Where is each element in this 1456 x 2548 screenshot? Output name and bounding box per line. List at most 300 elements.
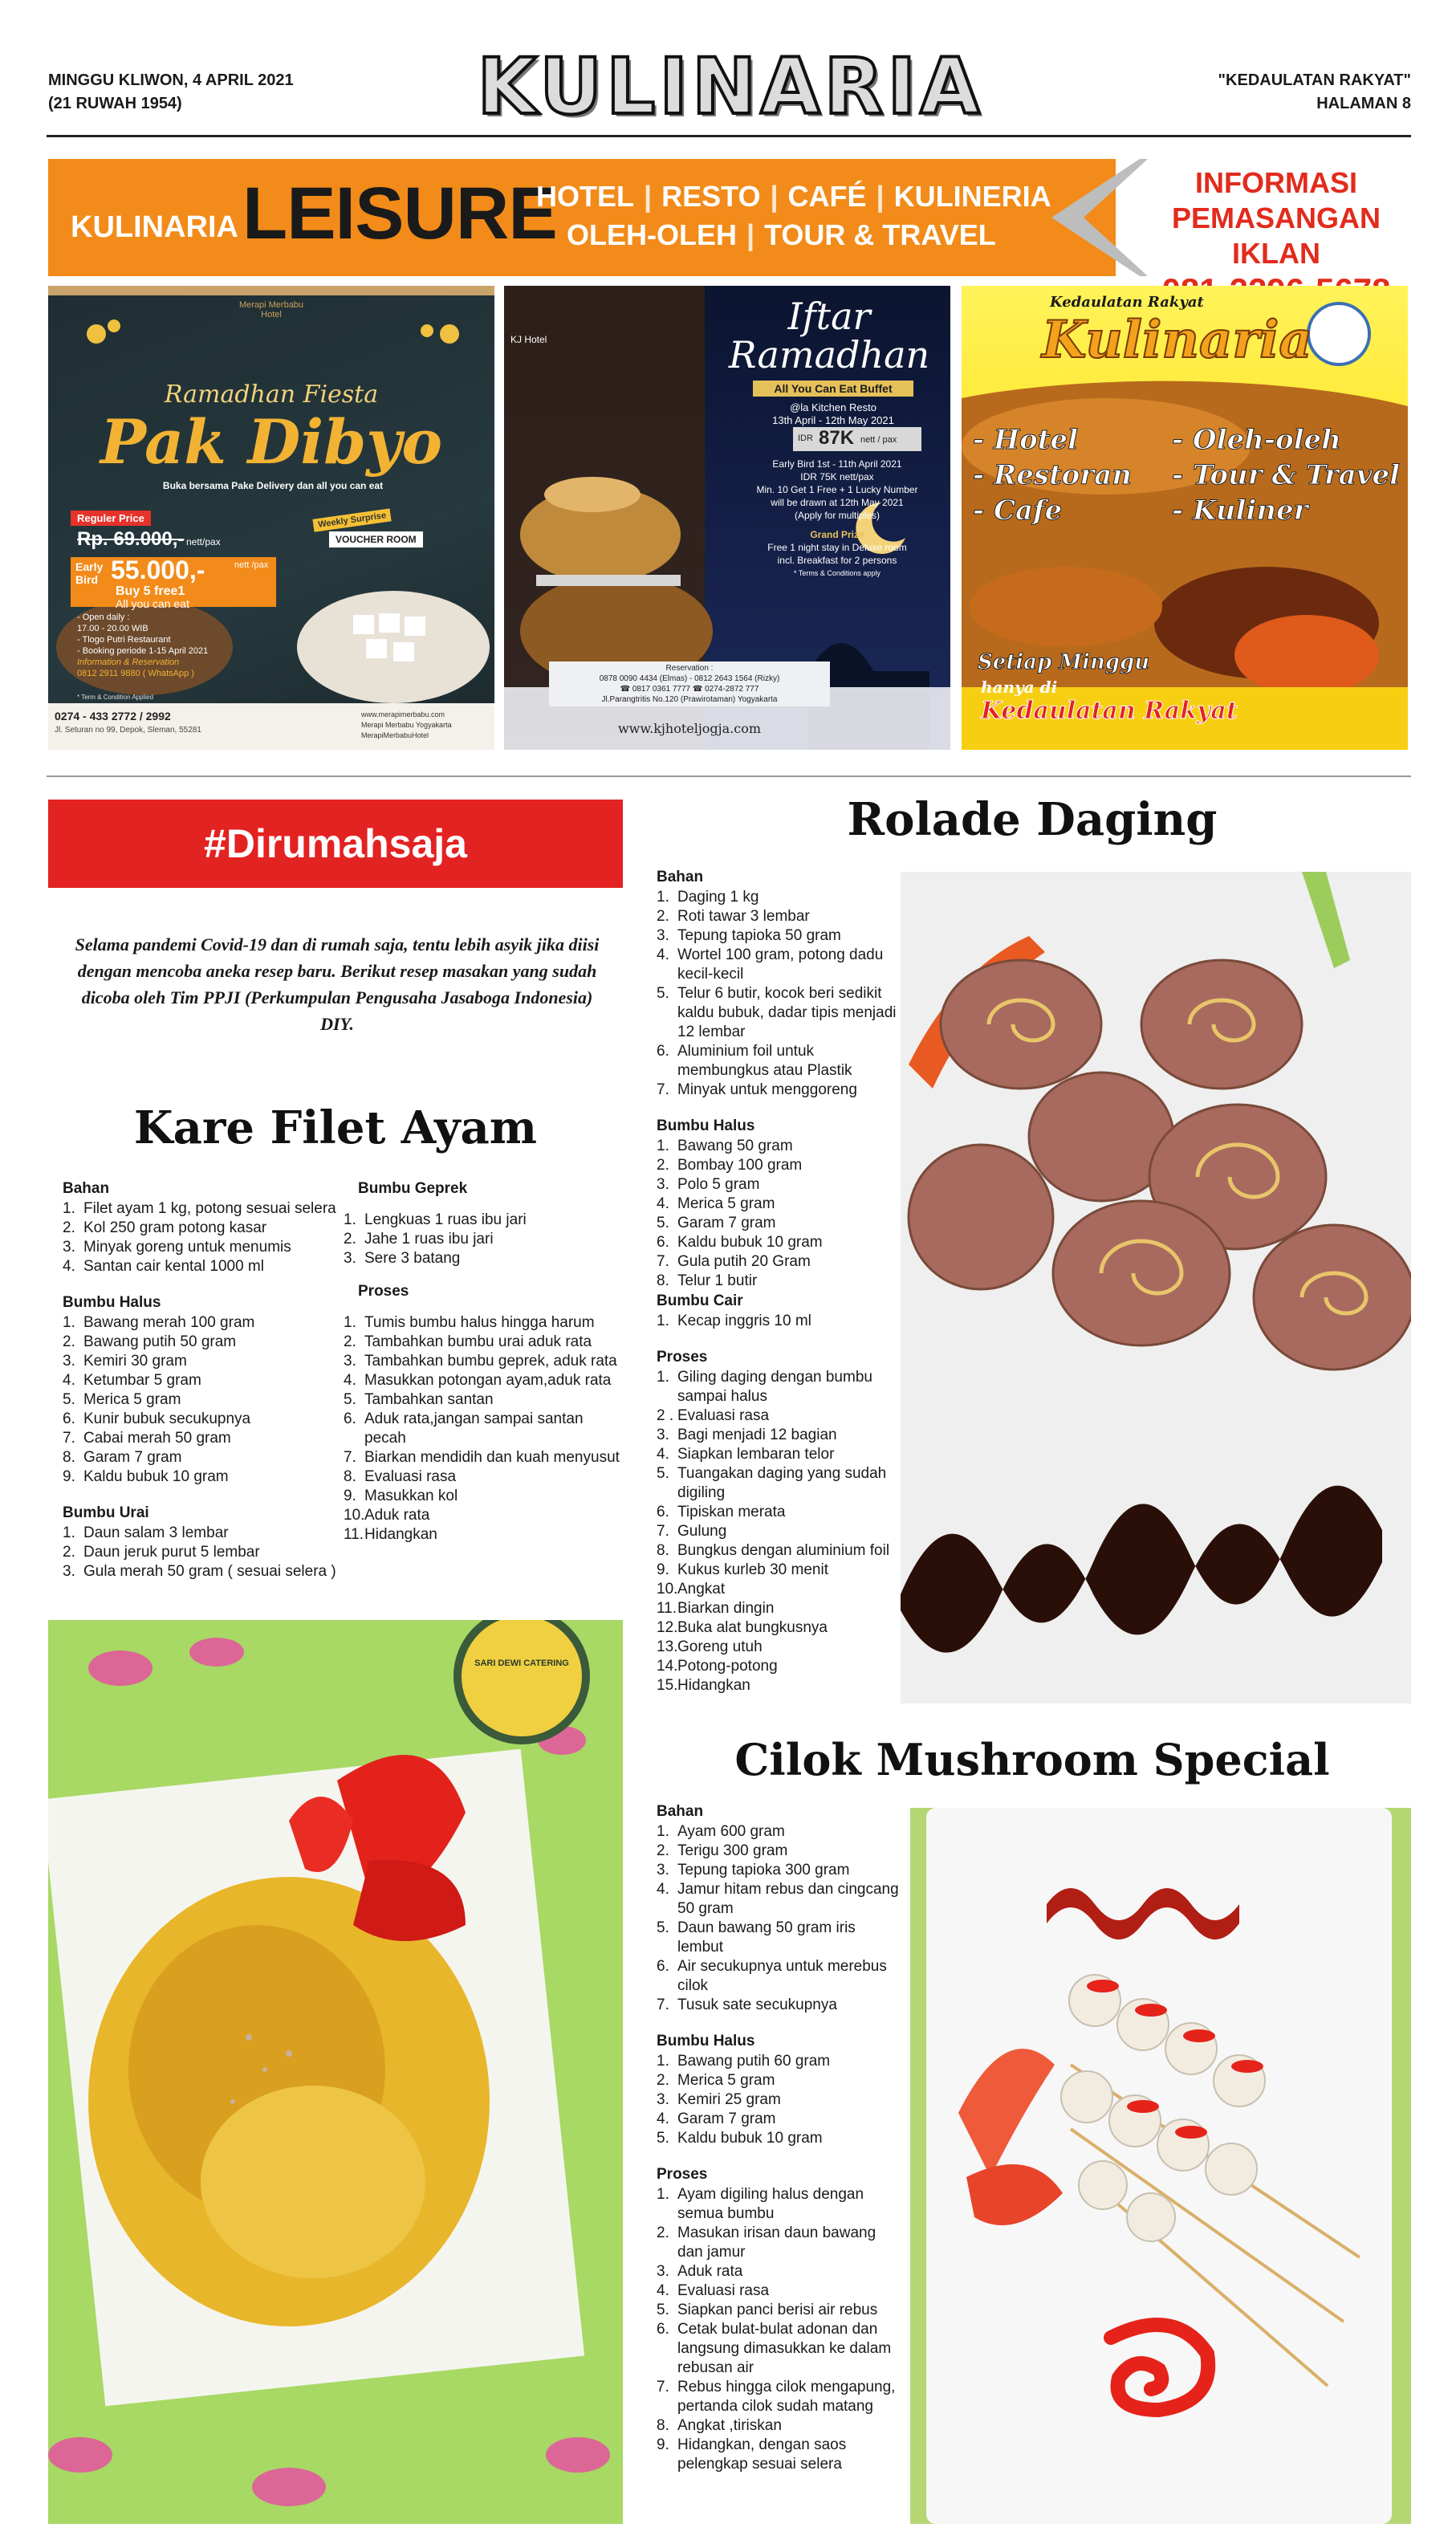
ad1-detail-line: - Open daily :: [77, 613, 130, 622]
ad2-grand-prize1: Free 1 night stay in Deluxe room: [767, 542, 907, 553]
list-item: [657, 2281, 899, 2301]
list-item-number: 2.: [657, 908, 669, 925]
list-item: [657, 1599, 897, 1618]
list-item-number: 3.: [344, 1250, 356, 1267]
kare-proses-heading: Proses: [358, 1283, 409, 1300]
ad1-aycm: All you can eat: [116, 597, 189, 610]
list-item-text: Evaluasi rasa: [364, 1468, 457, 1485]
list-item: [657, 1464, 897, 1503]
ad2-banner: All You Can Eat Buffet: [753, 381, 913, 397]
list-item-number: 7.: [657, 1996, 669, 2013]
edition-date: [48, 69, 294, 116]
list-item-number: 5.: [657, 1919, 669, 1936]
list-item-number: 5.: [657, 1465, 669, 1482]
list-item: [657, 1676, 897, 1695]
list-item-number: 2.: [344, 1333, 356, 1350]
kare-geprek-list: [344, 1211, 624, 1268]
list-item-text: Siapkan panci berisi air rebus: [677, 2302, 878, 2318]
list-item-text: Kemiri 30 gram: [83, 1353, 187, 1370]
list-item-number: 6.: [657, 1234, 669, 1251]
list-item: [657, 1561, 897, 1580]
list-item-number: 3.: [657, 1862, 669, 1878]
list-item-number: 9.: [63, 1468, 75, 1485]
list-item: [657, 1880, 899, 1919]
list-item-text: Daging 1 kg: [677, 889, 759, 906]
list-item: [657, 1272, 897, 1291]
list-item: [657, 1657, 897, 1676]
cilok-bahan-heading: Bahan: [657, 1803, 704, 1820]
ad1-early-price: 55.000,-: [111, 556, 205, 584]
list-item-number: 2.: [344, 1231, 356, 1248]
list-item-text: Merica 5 gram: [677, 1195, 775, 1212]
list-item-text: Kol 250 gram potong kasar: [83, 1219, 267, 1236]
list-item: [657, 2378, 899, 2416]
ad1-instagram: MerapiMerbabuHotel: [361, 731, 429, 739]
list-item-number: 3.: [63, 1239, 75, 1256]
list-item: [344, 1371, 624, 1390]
list-item: [657, 1522, 897, 1541]
list-item: [63, 1333, 344, 1352]
list-item-number: 6.: [657, 1043, 669, 1060]
kare-geprek-heading: Bumbu Geprek: [358, 1180, 468, 1197]
list-item-number: 1.: [657, 2053, 669, 2070]
ad2-early-bird: Early Bird 1st - 11th April 2021: [772, 458, 902, 470]
list-item-number: 5.: [63, 1391, 75, 1408]
list-item-text: Terigu 300 gram: [677, 1842, 788, 1859]
list-item: [63, 1238, 344, 1257]
list-item-number: 7.: [657, 1523, 669, 1540]
list-item-text: Aluminium foil untuk membungkus atau Plastik: [677, 1043, 852, 1079]
list-item-number: 8.: [657, 1542, 669, 1559]
list-item-number: 2.: [657, 1157, 669, 1174]
list-item-number: 3.: [657, 1176, 669, 1193]
list-item: [657, 2416, 899, 2436]
list-item-text: Kaldu bubuk 10 gram: [677, 2130, 823, 2147]
ad1-title: Pak Dibyo: [100, 406, 443, 478]
kare-bahan-heading: Bahan: [63, 1180, 110, 1197]
list-item-text: Hidangkan, dengan saos pelengkap sesuai selera: [677, 2436, 847, 2473]
javanese-date-line: (21 RUWAH 1954): [48, 95, 182, 112]
ad1-weekly-label: Weekly Surprise: [312, 508, 392, 531]
list-item-number: 4.: [657, 1446, 669, 1463]
list-item-number: 2.: [63, 1333, 75, 1350]
list-item-text: Angkat: [677, 1581, 726, 1598]
list-item: [344, 1211, 624, 1230]
list-item-text: Tambahkan bumbu geprek, aduk rata: [364, 1353, 617, 1370]
list-item-text: Bombay 100 gram: [677, 1157, 803, 1174]
list-item-number: 8.: [657, 2417, 669, 2434]
list-item-number: 8.: [657, 1272, 669, 1289]
list-item-number: 1.: [657, 889, 669, 906]
list-item-text: Masukkan potongan ayam,aduk rata: [364, 1372, 612, 1389]
ad1-detail-line: - Booking periode 1-15 April 2021: [77, 646, 209, 656]
list-item: [657, 2071, 899, 2090]
list-item: [657, 1919, 899, 1957]
ad1-buy-line: Buy 5 free1: [116, 584, 185, 598]
list-item-number: 5.: [657, 985, 669, 1002]
list-item-number: 1.: [63, 1200, 75, 1217]
list-item-text: Cabai merah 50 gram: [83, 1430, 231, 1447]
list-item: [63, 1313, 344, 1333]
ad2-early-price: IDR 75K nett/pax: [800, 471, 874, 482]
list-item: [344, 1448, 624, 1467]
ad3-kr: Kedaulatan Rakyat: [1050, 294, 1204, 311]
ad1-regular-unit: nett/pax: [186, 536, 221, 547]
list-item: [657, 1996, 899, 2015]
banner-divider: |: [876, 180, 885, 213]
ad1-tagline: Buka bersama Pake Delivery dan all you can eat: [162, 480, 384, 491]
list-item-number: 7.: [63, 1430, 75, 1447]
list-item-text: Potong-potong: [677, 1658, 778, 1675]
list-item-text: Kunir bubuk secukupnya: [83, 1410, 251, 1427]
list-item: [63, 1410, 344, 1429]
list-item-text: Hidangkan: [364, 1526, 437, 1543]
list-item-text: Gula merah 50 gram ( sesuai selera ): [83, 1563, 336, 1580]
list-item-text: Evaluasi rasa: [677, 1407, 770, 1424]
kare-left-column: [63, 1180, 344, 1599]
list-item-text: Daun bawang 50 gram iris lembut: [677, 1919, 856, 1956]
list-item-text: Goreng utuh: [677, 1638, 763, 1655]
masthead-title: KULINARIA: [477, 42, 984, 132]
list-item-text: Biarkan dingin: [677, 1600, 775, 1617]
list-item-number: 4.: [657, 1195, 669, 1212]
list-item-text: Minyak untuk menggoreng: [677, 1081, 857, 1098]
ad3-item-oleh-oleh: - Oleh-oleh: [1172, 424, 1341, 456]
list-item: [63, 1371, 344, 1390]
ad3-items-left: [973, 422, 1132, 528]
ad1-early-unit: nett /pax: [234, 560, 269, 570]
list-item-text: Rebus hingga cilok mengapung, pertanda cilok sudah matang: [677, 2379, 896, 2415]
banner-kulinaria: KULINARIA: [71, 210, 238, 244]
kare-right-column: [344, 1180, 624, 1562]
ad2-promos: [729, 458, 946, 580]
list-item: [63, 1448, 344, 1467]
list-item-text: Garam 7 gram: [83, 1449, 182, 1466]
kare-halus-heading: Bumbu Halus: [63, 1294, 161, 1311]
rolade-text-column: [657, 869, 897, 1713]
list-item-text: Siapkan lembaran telor: [677, 1446, 835, 1463]
list-item-text: Aduk rata: [677, 2263, 743, 2280]
list-item-number: 2 .: [657, 1407, 674, 1424]
recipe-title-cilok: Cilok Mushroom Special: [734, 1734, 1330, 1785]
list-item-text: Aduk rata: [364, 1507, 430, 1524]
list-item: [657, 907, 897, 926]
list-item-text: Ayam digiling halus dengan semua bumbu: [677, 2186, 864, 2222]
ad1-subtitle: Ramadhan Fiesta: [164, 381, 379, 409]
list-item-number: 11.: [657, 1600, 677, 1617]
list-item: [657, 2436, 899, 2474]
list-item: [63, 1390, 344, 1410]
list-item: [657, 1822, 899, 1842]
list-item-number: 3.: [657, 2263, 669, 2280]
list-item-number: 10.: [344, 1507, 365, 1524]
ad-merapi-merbabu: [48, 286, 494, 750]
list-item-number: 1.: [657, 1369, 669, 1386]
list-item: [657, 1541, 897, 1561]
ad2-promo1: Min. 10 Get 1 Free + 1 Lucky Number: [756, 484, 918, 495]
banner-categories-row2: [567, 218, 996, 252]
list-item-text: Garam 7 gram: [677, 2110, 776, 2127]
ad3-item-kuliner: - Kuliner: [1172, 495, 1308, 527]
list-item-text: Tambahkan santan: [364, 1391, 494, 1408]
ad1-facebook: Merapi Merbabu Yogyakarta: [361, 721, 452, 729]
cilok-text-column: [657, 1803, 899, 2492]
list-item-number: 7.: [344, 1449, 356, 1466]
banner-divider: |: [644, 180, 653, 213]
list-item-text: Angkat ,tiriskan: [677, 2417, 782, 2434]
list-item-number: 1.: [657, 1313, 669, 1329]
ad2-price-suffix: nett / pax: [860, 435, 897, 445]
list-item: [657, 2224, 899, 2262]
page-number: HALAMAN 8: [1316, 95, 1411, 112]
list-item-number: 1.: [657, 1138, 669, 1154]
list-item: [657, 1638, 897, 1657]
list-item: [657, 1426, 897, 1445]
list-item: [657, 1580, 897, 1599]
list-item-text: Air secukupnya untuk merebus cilok: [677, 1958, 887, 1994]
info-subheading: PEMASANGAN IKLAN: [1171, 201, 1381, 270]
ad-kulinaria-kr: [962, 286, 1408, 750]
cilok-proses-heading: Proses: [657, 2166, 708, 2183]
list-item-text: Minyak goreng untuk menumis: [83, 1239, 291, 1256]
list-item-number: 8.: [344, 1468, 356, 1485]
list-item: [63, 1467, 344, 1487]
list-item: [657, 2185, 899, 2224]
list-item-text: Merica 5 gram: [677, 2072, 775, 2089]
list-item: [657, 2090, 899, 2110]
rolade-cair-list: [657, 1312, 897, 1331]
list-item: [63, 1524, 344, 1543]
ad2-phones2: ☎ 0817 0361 7777 ☎ 0274-2872 777: [620, 685, 759, 694]
list-item-text: Filet ayam 1 kg, potong sesuai selera: [83, 1200, 336, 1217]
list-item-text: Tipiskan merata: [677, 1504, 786, 1520]
list-item-number: 3.: [657, 2091, 669, 2108]
list-item: [657, 888, 897, 907]
ad2-terms: * Terms & Conditions apply: [794, 569, 881, 577]
list-item-text: Hidangkan: [677, 1677, 750, 1694]
list-item: [344, 1230, 624, 1249]
list-item: [657, 926, 897, 946]
list-item: [657, 1042, 897, 1081]
list-item: [657, 1195, 897, 1214]
list-item-number: 12.: [657, 1619, 678, 1636]
list-item: [63, 1257, 344, 1276]
cilok-bahan-list: [657, 1822, 899, 2015]
list-item-number: 9.: [657, 2436, 669, 2453]
kare-urai-list: [63, 1524, 344, 1581]
ad2-price: 87K: [819, 427, 855, 449]
list-item: [657, 1214, 897, 1233]
list-item: [344, 1410, 624, 1448]
list-item-text: Roti tawar 3 lembar: [677, 908, 810, 925]
list-item: [657, 1175, 897, 1195]
list-item-number: 11.: [344, 1526, 364, 1543]
list-item: [657, 2110, 899, 2129]
ad1-early-label: Early Bird: [75, 560, 104, 586]
list-item: [657, 946, 897, 984]
list-item-number: 6.: [344, 1410, 356, 1427]
list-item-number: 4.: [657, 1881, 669, 1898]
ad1-detail-line: - Tlogo Putri Restaurant: [77, 635, 171, 645]
ad2-grand-prize2: incl. Breakfast for 2 persons: [777, 555, 897, 566]
list-item-number: 1.: [657, 1823, 669, 1840]
rolade-bahan-heading: Bahan: [657, 869, 704, 885]
list-item-number: 4.: [657, 2282, 669, 2299]
ad1-voucher: VOUCHER ROOM: [329, 531, 423, 547]
banner-tour-travel: TOUR & TRAVEL: [764, 218, 996, 251]
ad3-item-hotel: - Hotel: [973, 424, 1079, 456]
list-item-number: 5.: [657, 2130, 669, 2147]
list-item-text: Kaldu bubuk 10 gram: [677, 1234, 823, 1251]
list-item-number: 4.: [657, 946, 669, 963]
recipe-title-rolade: Rolade Daging: [847, 793, 1218, 846]
recipe-title-kare: Kare Filet Ayam: [133, 1101, 538, 1154]
list-item-number: 3.: [657, 1427, 669, 1443]
list-item: [657, 2052, 899, 2071]
list-item-number: 2.: [63, 1544, 75, 1561]
ad3-item-cafe: - Cafe: [973, 495, 1063, 527]
section-intro: Selama pandemi Covid-19 dan di rumah saja, tentu lebih asyik jika diisi dengan mencoba aneka resep baru. Berikut resep masakan yang sudah dicoba oleh Tim PPJI (Perkumpulan Pengusaha Jasaboga Indonesia) DIY.: [75, 934, 600, 1034]
list-item: [344, 1487, 624, 1506]
list-item: [63, 1199, 344, 1219]
list-item: [344, 1525, 624, 1545]
list-item: [63, 1429, 344, 1448]
list-item-text: Tuangakan daging yang sudah digiling: [677, 1465, 887, 1501]
list-item-number: 5.: [657, 1215, 669, 1231]
ad2-title-line2: Ramadhan: [728, 333, 930, 377]
ad2-title: [713, 295, 946, 377]
list-item-text: Kaldu bubuk 10 gram: [83, 1468, 229, 1485]
banner-cafe: CAFÉ: [787, 180, 867, 213]
list-item-text: Bagi menjadi 12 bagian: [677, 1427, 837, 1443]
list-item-number: 6.: [63, 1410, 75, 1427]
list-item-number: 1.: [344, 1211, 356, 1228]
list-item-text: Polo 5 gram: [677, 1176, 760, 1193]
list-item: [657, 1137, 897, 1156]
ad1-terms: * Term & Condition Applied: [77, 694, 154, 701]
list-item-number: 3.: [63, 1353, 75, 1370]
list-item: [657, 2262, 899, 2281]
list-item-number: 1.: [657, 2186, 669, 2203]
list-item: [657, 2301, 899, 2320]
list-item-text: Kecap inggris 10 ml: [677, 1313, 811, 1329]
list-item-number: 2.: [657, 1842, 669, 1859]
list-item: [657, 1312, 897, 1331]
kare-proses-list: [344, 1313, 624, 1545]
list-item-text: Evaluasi rasa: [677, 2282, 770, 2299]
list-item-number: 2.: [657, 2072, 669, 2089]
list-item: [344, 1390, 624, 1410]
list-item-text: Bungkus dengan aluminium foil: [677, 1542, 890, 1559]
kare-bahan-list: [63, 1199, 344, 1276]
list-item-number: 2.: [657, 2224, 669, 2241]
list-item: [657, 1368, 897, 1406]
list-item-text: Daun salam 3 lembar: [83, 1524, 229, 1541]
ad2-price-prefix: IDR: [798, 433, 813, 443]
list-item-text: Kemiri 25 gram: [677, 2091, 781, 2108]
ad1-brand: Merapi Merbabu Hotel: [238, 300, 304, 320]
list-item-number: 6.: [657, 1958, 669, 1975]
list-item: [344, 1249, 624, 1268]
list-item-number: 1.: [63, 1314, 75, 1331]
list-item-text: Jahe 1 ruas ibu jari: [364, 1231, 494, 1248]
list-item: [657, 1861, 899, 1880]
list-item-number: 3.: [344, 1353, 356, 1370]
list-item: [657, 1618, 897, 1638]
list-item-number: 13.: [657, 1638, 678, 1655]
list-item-text: Sere 3 batang: [364, 1250, 461, 1267]
ad2-reservation-label: Reservation :: [665, 664, 714, 673]
cilok-halus-heading: Bumbu Halus: [657, 2033, 755, 2049]
list-item: [63, 1562, 344, 1581]
list-item-text: Garam 7 gram: [677, 1215, 776, 1231]
ad3-items-right: [1172, 422, 1400, 528]
list-item-text: Gulung: [677, 1523, 727, 1540]
ad3-title: Kulinaria: [1042, 310, 1312, 370]
section-hashtag: #Dirumahsaja: [48, 800, 623, 888]
cilok-photo-illustration: [910, 1808, 1411, 2524]
ad1-details: [77, 612, 208, 679]
list-item-text: Giling daging dengan bumbu sampai halus: [677, 1369, 872, 1405]
rolade-photo: [901, 872, 1411, 1703]
list-item-text: Bawang putih 50 gram: [83, 1333, 237, 1350]
list-item-number: 9.: [657, 1561, 669, 1578]
list-item-text: Kukus kurleb 30 menit: [677, 1561, 828, 1578]
list-item-number: 4.: [657, 2110, 669, 2127]
rolade-proses-heading: Proses: [657, 1349, 708, 1366]
kare-photo-illustration: [48, 1620, 623, 2524]
list-item-number: 6.: [657, 2321, 669, 2338]
list-item-number: 7.: [657, 1081, 669, 1098]
ad1-detail-line: 17.00 - 20.00 WIB: [77, 624, 148, 633]
list-item-text: Santan cair kental 1000 ml: [83, 1258, 264, 1275]
ad1-address: Jl. Seturan no 99, Depok, Sleman, 55281: [55, 726, 201, 735]
list-item: [657, 1406, 897, 1426]
list-item-number: 14.: [657, 1658, 678, 1675]
list-item-number: 4.: [344, 1372, 356, 1389]
list-item: [657, 1445, 897, 1464]
banner-divider: |: [746, 218, 755, 251]
list-item: [657, 1081, 897, 1100]
list-item: [657, 1156, 897, 1175]
ad2-reservation: [549, 661, 830, 706]
ad1-regular-price: Rp. 69.000,-: [77, 528, 185, 550]
rolade-bahan-list: [657, 888, 897, 1100]
list-item-text: Jamur hitam rebus dan cingcang 50 gram: [677, 1881, 899, 1917]
list-item-number: 9.: [344, 1488, 356, 1504]
ad2-web: www.kjhoteljogja.com: [617, 721, 762, 736]
ad1-web: www.merapimerbabu.com: [361, 710, 445, 718]
rolade-proses-list: [657, 1368, 897, 1695]
ad2-grand-prize-label: Grand Prize: [810, 529, 864, 540]
banner-hotel: HOTEL: [536, 180, 634, 213]
kare-halus-list: [63, 1313, 344, 1487]
list-item-text: Ayam 600 gram: [677, 1823, 785, 1840]
list-item-number: 2.: [63, 1219, 75, 1236]
list-item-number: 6.: [657, 1504, 669, 1520]
list-item-number: 15.: [657, 1677, 678, 1694]
ad1-regular-label: Reguler Price: [71, 511, 151, 526]
ad3-setiap: Setiap Minggu: [978, 650, 1150, 674]
list-item-text: Masukkan kol: [364, 1488, 458, 1504]
list-item-text: Daun jeruk purut 5 lembar: [83, 1544, 260, 1561]
list-item-text: Tusuk sate secukupnya: [677, 1996, 837, 2013]
ad2-title-line1: Iftar: [787, 295, 871, 338]
list-item-text: Tepung tapioka 50 gram: [677, 927, 841, 944]
cilok-photo: [910, 1808, 1411, 2524]
banner-oleh-oleh: OLEH-OLEH: [567, 218, 737, 251]
masthead-rule: [47, 135, 1411, 137]
